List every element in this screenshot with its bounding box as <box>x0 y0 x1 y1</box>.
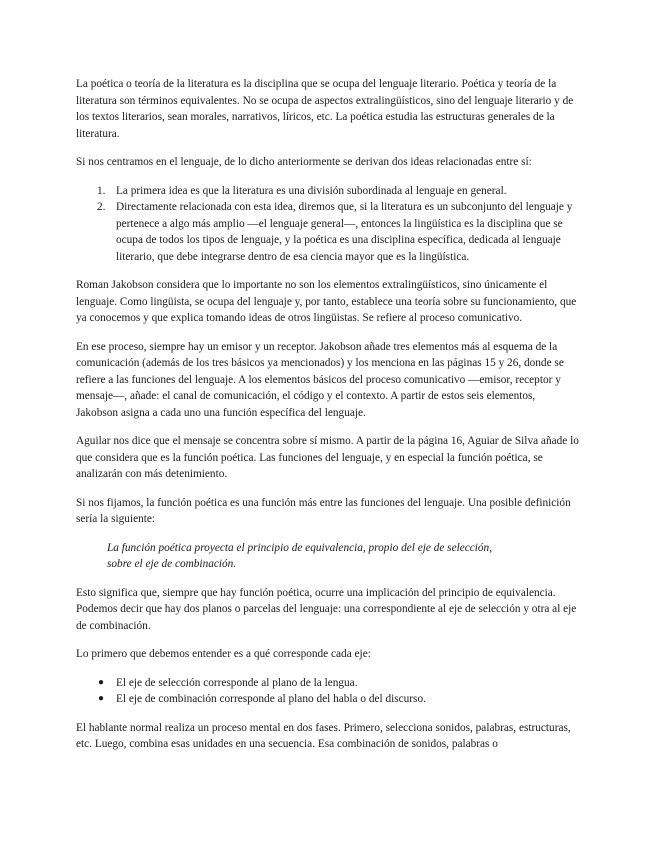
paragraph-equivalence: Esto significa que, siempre que hay función poética, ocurre una implicación del principio de equivalencia. Podemos decir que hay dos planos o parcelas del lenguaje: una correspondiente al eje de selección y otra al eje de combinación. <box>76 586 577 632</box>
paragraph-speaker: El hablante normal realiza un proceso mental en dos fases. Primero, selecciona sonidos, palabras, estructuras, etc. Luego, combina esas unidades en una secuencia. Esa combinación de sonidos, palabras o <box>76 721 571 750</box>
paragraph-aguilar: Aguilar nos dice que el mensaje se concentra sobre sí mismo. A partir de la página 16, Aguiar de Silva añade lo que considera que es la función poética. Las funciones del lenguaje, y en especial la función poética, se analizarán con más detenimiento. <box>76 435 579 480</box>
list-item-text: La primera idea es que la literatura es una división subordinada al lenguaje en general. <box>116 184 507 197</box>
document-body <box>76 76 579 765</box>
list-item <box>76 691 579 708</box>
bullet-icon: ● <box>98 693 105 704</box>
bullet-list <box>76 675 579 708</box>
list-item <box>76 675 579 692</box>
bullet-icon: ● <box>98 676 105 688</box>
list-item <box>76 183 579 200</box>
list-number: 1. <box>97 184 106 197</box>
list-item-text: Directamente relacionada con esta idea, diremos que, si la literatura es un subconjunto del lenguaje y pertenece a algo más amplio —el lenguaje general—, entonces la lingüística es la disciplina que se ocupa de todos los tipos de lenguaje, y la poética es una disciplina específica, dedicada al lenguaje literario, que debe integrarse dentro de esa ciencia mayor que es la lingüística. <box>116 201 573 263</box>
list-number: 2. <box>97 201 106 213</box>
paragraph-intro: La poética o teoría de la literatura es la disciplina que se ocupa del lenguaje literario. Poética y teoría de la literatura son términos equivalentes. No se ocupa de aspectos extralingüísticos, sino del lenguaje literario y de los textos literarios, sean morales, narrativos, líricos, etc. La poética estudia las estructuras generales de la literatura. <box>76 78 574 140</box>
paragraph-communication-process: En ese proceso, siempre hay un emisor y un receptor. Jakobson añade tres elementos más al esquema de la comunicación (además de los tres básicos ya mencionados) y los menciona en las páginas 15 y 26, donde se refiere a las funciones del lenguaje. A los elementos básicos del proceso comunicativo —emisor, receptor y mensaje—, añade: el canal de comunicación, el código y el contexto. A partir de estos seis elementos, Jakobson asigna a cada uno una función específica del lenguaje. <box>76 340 564 419</box>
list-item <box>76 199 579 265</box>
block-quote-definition: La función poética proyecta el principio de equivalencia, propio del eje de selección, sobre el eje de combinación. <box>107 541 493 570</box>
list-item-text: El eje de selección corresponde al plano de la lengua. <box>116 676 358 689</box>
list-item-text: El eje de combinación corresponde al plano del habla o del discurso. <box>116 693 426 705</box>
paragraph-poetic-function: Si nos fijamos, la función poética es una función más entre las funciones del lenguaje. Una posible definición sería la siguiente: <box>76 496 571 525</box>
paragraph-jakobson: Roman Jakobson considera que lo importante no son los elementos extralingüísticos, sino únicamente el lenguaje. Como lingüista, se ocupa del lenguaje y, por tanto, establece una teoría sobre su funcionamiento, que ya conocemos y que explica tomando ideas de otros lingüistas. Se refiere al proceso comunicativo. <box>76 279 577 324</box>
numbered-list <box>76 183 579 266</box>
paragraph-axes: Lo primero que debemos entender es a qué corresponde cada eje: <box>76 648 371 660</box>
paragraph-two-ideas: Si nos centramos en el lenguaje, de lo dicho anteriormente se derivan dos ideas relacionadas entre sí: <box>76 156 532 168</box>
